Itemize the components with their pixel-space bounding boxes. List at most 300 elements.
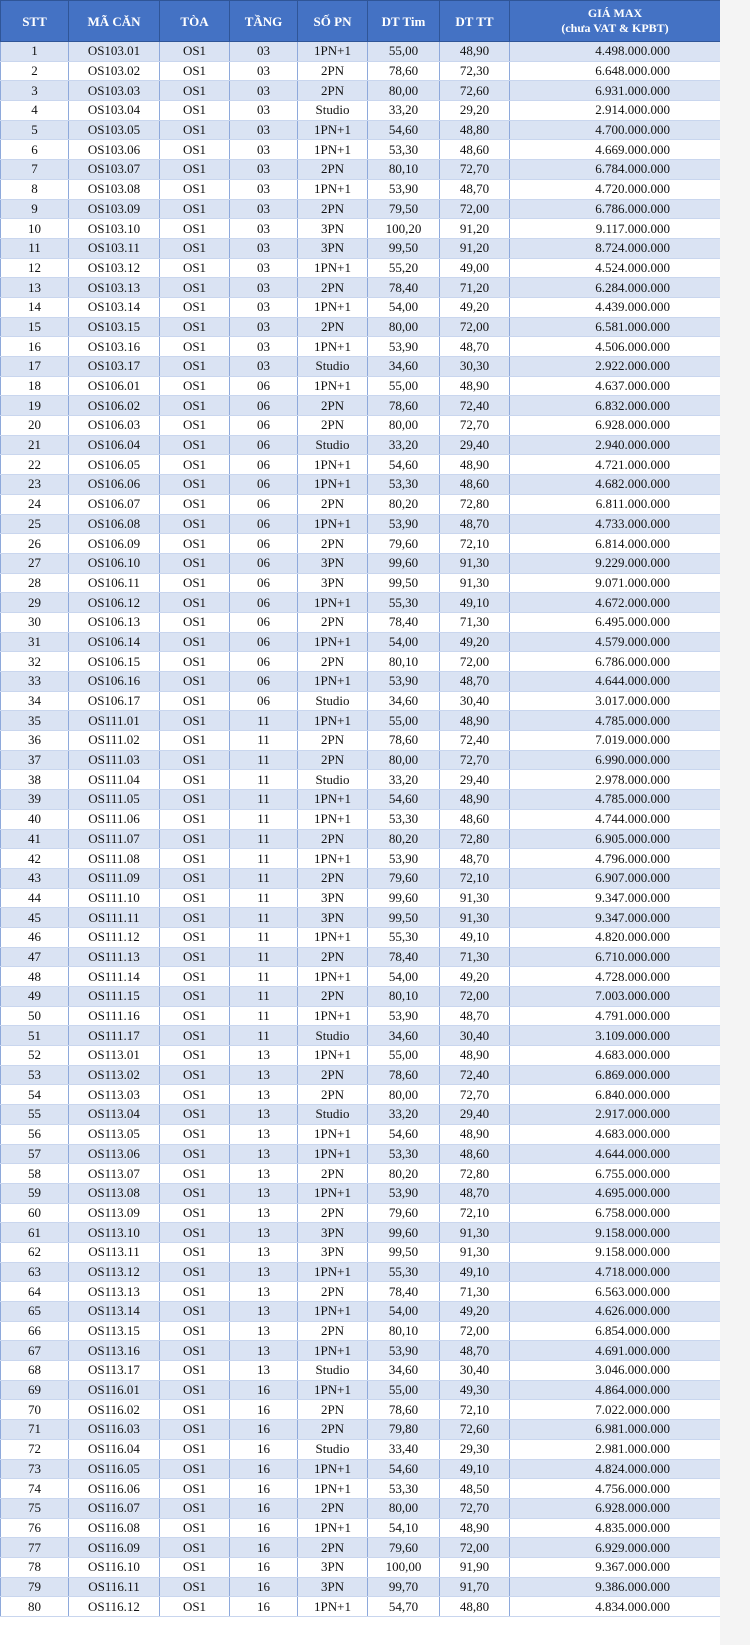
- cell-ma-can: OS113.09: [69, 1203, 160, 1223]
- cell-so-pn: 2PN: [298, 61, 368, 81]
- cell-dt-tt: 49,20: [440, 297, 510, 317]
- cell-so-pn: 3PN: [298, 908, 368, 928]
- cell-toa: OS1: [160, 219, 230, 239]
- cell-toa: OS1: [160, 1400, 230, 1420]
- cell-dt-tim: 34,60: [368, 691, 440, 711]
- cell-dt-tim: 53,90: [368, 179, 440, 199]
- cell-dt-tt: 48,60: [440, 475, 510, 495]
- cell-dt-tim: 53,30: [368, 1144, 440, 1164]
- table-row: [1, 1361, 721, 1381]
- cell-ma-can: OS111.10: [69, 888, 160, 908]
- cell-gia-max: 4.744.000.000: [510, 809, 721, 829]
- cell-ma-can: OS113.05: [69, 1124, 160, 1144]
- table-row: [1, 888, 721, 908]
- cell-so-pn: 2PN: [298, 81, 368, 101]
- cell-stt: 11: [1, 238, 69, 258]
- cell-ma-can: OS116.06: [69, 1479, 160, 1499]
- cell-ma-can: OS116.09: [69, 1538, 160, 1558]
- cell-stt: 1: [1, 42, 69, 62]
- cell-dt-tt: 48,90: [440, 1046, 510, 1066]
- cell-toa: OS1: [160, 632, 230, 652]
- table-row: [1, 731, 721, 751]
- cell-dt-tim: 100,20: [368, 219, 440, 239]
- cell-gia-max: 4.864.000.000: [510, 1380, 721, 1400]
- cell-so-pn: 1PN+1: [298, 711, 368, 731]
- cell-dt-tt: 72,70: [440, 416, 510, 436]
- cell-stt: 63: [1, 1262, 69, 1282]
- cell-dt-tt: 91,30: [440, 1242, 510, 1262]
- cell-dt-tt: 72,00: [440, 652, 510, 672]
- cell-tang: 16: [230, 1380, 298, 1400]
- cell-dt-tim: 78,40: [368, 1282, 440, 1302]
- table-row: [1, 632, 721, 652]
- cell-stt: 31: [1, 632, 69, 652]
- cell-ma-can: OS103.02: [69, 61, 160, 81]
- cell-toa: OS1: [160, 81, 230, 101]
- cell-tang: 06: [230, 553, 298, 573]
- cell-ma-can: OS103.01: [69, 42, 160, 62]
- cell-tang: 06: [230, 534, 298, 554]
- cell-so-pn: 1PN+1: [298, 809, 368, 829]
- cell-tang: 16: [230, 1597, 298, 1617]
- cell-toa: OS1: [160, 573, 230, 593]
- cell-stt: 70: [1, 1400, 69, 1420]
- cell-stt: 12: [1, 258, 69, 278]
- table-row: [1, 455, 721, 475]
- cell-ma-can: OS113.15: [69, 1321, 160, 1341]
- cell-dt-tt: 72,00: [440, 1538, 510, 1558]
- cell-tang: 06: [230, 475, 298, 495]
- cell-stt: 15: [1, 317, 69, 337]
- cell-ma-can: OS106.17: [69, 691, 160, 711]
- cell-so-pn: 1PN+1: [298, 297, 368, 317]
- cell-tang: 03: [230, 337, 298, 357]
- cell-ma-can: OS111.07: [69, 829, 160, 849]
- cell-stt: 27: [1, 553, 69, 573]
- cell-ma-can: OS103.17: [69, 357, 160, 377]
- cell-stt: 60: [1, 1203, 69, 1223]
- cell-ma-can: OS113.10: [69, 1223, 160, 1243]
- cell-dt-tt: 48,70: [440, 849, 510, 869]
- cell-so-pn: 2PN: [298, 534, 368, 554]
- cell-tang: 16: [230, 1459, 298, 1479]
- cell-gia-max: 7.022.000.000: [510, 1400, 721, 1420]
- cell-ma-can: OS106.07: [69, 494, 160, 514]
- cell-dt-tim: 55,00: [368, 1380, 440, 1400]
- table-row: [1, 297, 721, 317]
- cell-toa: OS1: [160, 1026, 230, 1046]
- cell-dt-tt: 91,30: [440, 908, 510, 928]
- table-row: [1, 1006, 721, 1026]
- table-row: [1, 849, 721, 869]
- cell-tang: 13: [230, 1183, 298, 1203]
- cell-stt: 18: [1, 376, 69, 396]
- cell-gia-max: 4.683.000.000: [510, 1124, 721, 1144]
- cell-gia-max: 4.824.000.000: [510, 1459, 721, 1479]
- cell-so-pn: 1PN+1: [298, 1124, 368, 1144]
- cell-tang: 13: [230, 1046, 298, 1066]
- cell-ma-can: OS106.15: [69, 652, 160, 672]
- cell-dt-tim: 53,30: [368, 809, 440, 829]
- cell-dt-tim: 80,00: [368, 1498, 440, 1518]
- table-row: [1, 1282, 721, 1302]
- header-toa: TÒA: [160, 1, 230, 42]
- cell-ma-can: OS103.16: [69, 337, 160, 357]
- cell-dt-tt: 48,70: [440, 1183, 510, 1203]
- cell-tang: 11: [230, 1026, 298, 1046]
- cell-stt: 9: [1, 199, 69, 219]
- cell-ma-can: OS113.16: [69, 1341, 160, 1361]
- cell-toa: OS1: [160, 809, 230, 829]
- cell-tang: 03: [230, 278, 298, 298]
- cell-gia-max: 6.710.000.000: [510, 947, 721, 967]
- cell-toa: OS1: [160, 534, 230, 554]
- cell-so-pn: Studio: [298, 357, 368, 377]
- cell-dt-tt: 48,50: [440, 1479, 510, 1499]
- cell-ma-can: OS113.12: [69, 1262, 160, 1282]
- table-row: [1, 1183, 721, 1203]
- cell-stt: 59: [1, 1183, 69, 1203]
- cell-dt-tim: 54,60: [368, 1459, 440, 1479]
- cell-tang: 13: [230, 1124, 298, 1144]
- cell-stt: 20: [1, 416, 69, 436]
- cell-toa: OS1: [160, 987, 230, 1007]
- cell-gia-max: 6.284.000.000: [510, 278, 721, 298]
- cell-stt: 2: [1, 61, 69, 81]
- cell-stt: 40: [1, 809, 69, 829]
- cell-gia-max: 6.814.000.000: [510, 534, 721, 554]
- cell-tang: 13: [230, 1361, 298, 1381]
- cell-dt-tim: 53,90: [368, 672, 440, 692]
- cell-toa: OS1: [160, 1262, 230, 1282]
- cell-dt-tt: 48,90: [440, 790, 510, 810]
- cell-tang: 13: [230, 1321, 298, 1341]
- cell-dt-tim: 55,00: [368, 711, 440, 731]
- cell-dt-tt: 91,30: [440, 1223, 510, 1243]
- cell-so-pn: 2PN: [298, 1065, 368, 1085]
- page-margin: [720, 0, 750, 1645]
- cell-dt-tt: 49,10: [440, 1459, 510, 1479]
- cell-so-pn: 2PN: [298, 199, 368, 219]
- cell-gia-max: 4.626.000.000: [510, 1302, 721, 1322]
- cell-so-pn: 3PN: [298, 1577, 368, 1597]
- cell-toa: OS1: [160, 1498, 230, 1518]
- cell-dt-tim: 99,70: [368, 1577, 440, 1597]
- cell-dt-tim: 80,10: [368, 652, 440, 672]
- cell-ma-can: OS103.10: [69, 219, 160, 239]
- cell-dt-tim: 54,00: [368, 632, 440, 652]
- cell-tang: 11: [230, 1006, 298, 1026]
- cell-so-pn: 1PN+1: [298, 140, 368, 160]
- table-row: [1, 1321, 721, 1341]
- cell-dt-tt: 29,30: [440, 1439, 510, 1459]
- table-row: [1, 691, 721, 711]
- cell-so-pn: 2PN: [298, 278, 368, 298]
- cell-gia-max: 4.644.000.000: [510, 672, 721, 692]
- cell-stt: 10: [1, 219, 69, 239]
- cell-so-pn: Studio: [298, 691, 368, 711]
- cell-stt: 58: [1, 1164, 69, 1184]
- cell-ma-can: OS116.11: [69, 1577, 160, 1597]
- cell-gia-max: 6.929.000.000: [510, 1538, 721, 1558]
- table-row: [1, 534, 721, 554]
- cell-toa: OS1: [160, 750, 230, 770]
- cell-ma-can: OS111.06: [69, 809, 160, 829]
- cell-stt: 30: [1, 612, 69, 632]
- cell-dt-tt: 72,10: [440, 534, 510, 554]
- cell-dt-tim: 53,90: [368, 514, 440, 534]
- cell-toa: OS1: [160, 199, 230, 219]
- table-row: [1, 42, 721, 62]
- table-row: [1, 1518, 721, 1538]
- cell-stt: 55: [1, 1105, 69, 1125]
- cell-stt: 7: [1, 160, 69, 180]
- cell-toa: OS1: [160, 1518, 230, 1538]
- cell-gia-max: 2.922.000.000: [510, 357, 721, 377]
- cell-stt: 47: [1, 947, 69, 967]
- cell-stt: 36: [1, 731, 69, 751]
- cell-toa: OS1: [160, 160, 230, 180]
- cell-dt-tim: 78,60: [368, 1065, 440, 1085]
- cell-tang: 16: [230, 1538, 298, 1558]
- cell-dt-tt: 48,80: [440, 1597, 510, 1617]
- cell-toa: OS1: [160, 908, 230, 928]
- cell-dt-tt: 91,30: [440, 888, 510, 908]
- cell-ma-can: OS106.02: [69, 396, 160, 416]
- cell-tang: 06: [230, 435, 298, 455]
- cell-stt: 34: [1, 691, 69, 711]
- cell-toa: OS1: [160, 967, 230, 987]
- cell-gia-max: 4.796.000.000: [510, 849, 721, 869]
- cell-stt: 73: [1, 1459, 69, 1479]
- cell-stt: 22: [1, 455, 69, 475]
- table-row: [1, 1420, 721, 1440]
- cell-so-pn: Studio: [298, 1439, 368, 1459]
- cell-dt-tt: 48,70: [440, 1006, 510, 1026]
- cell-ma-can: OS103.04: [69, 101, 160, 121]
- header-dt-tim: DT Tim: [368, 1, 440, 42]
- table-row: [1, 1577, 721, 1597]
- cell-toa: OS1: [160, 258, 230, 278]
- cell-gia-max: 6.786.000.000: [510, 652, 721, 672]
- cell-so-pn: 2PN: [298, 750, 368, 770]
- header-stt: STT: [1, 1, 69, 42]
- cell-dt-tim: 80,00: [368, 750, 440, 770]
- cell-tang: 16: [230, 1557, 298, 1577]
- table-row: [1, 593, 721, 613]
- cell-so-pn: 2PN: [298, 868, 368, 888]
- table-row: [1, 475, 721, 495]
- cell-toa: OS1: [160, 416, 230, 436]
- cell-toa: OS1: [160, 1105, 230, 1125]
- cell-tang: 11: [230, 987, 298, 1007]
- cell-toa: OS1: [160, 790, 230, 810]
- cell-gia-max: 9.347.000.000: [510, 888, 721, 908]
- cell-toa: OS1: [160, 1223, 230, 1243]
- cell-ma-can: OS113.07: [69, 1164, 160, 1184]
- cell-so-pn: 1PN+1: [298, 1459, 368, 1479]
- cell-toa: OS1: [160, 494, 230, 514]
- cell-gia-max: 6.786.000.000: [510, 199, 721, 219]
- cell-dt-tim: 54,00: [368, 967, 440, 987]
- cell-ma-can: OS111.08: [69, 849, 160, 869]
- cell-ma-can: OS106.11: [69, 573, 160, 593]
- cell-tang: 03: [230, 42, 298, 62]
- cell-dt-tt: 48,60: [440, 809, 510, 829]
- cell-dt-tt: 48,80: [440, 120, 510, 140]
- cell-dt-tim: 100,00: [368, 1557, 440, 1577]
- cell-ma-can: OS103.05: [69, 120, 160, 140]
- cell-dt-tim: 99,50: [368, 1242, 440, 1262]
- cell-stt: 5: [1, 120, 69, 140]
- cell-dt-tt: 48,70: [440, 514, 510, 534]
- cell-dt-tt: 72,00: [440, 317, 510, 337]
- cell-tang: 13: [230, 1105, 298, 1125]
- cell-stt: 48: [1, 967, 69, 987]
- table-row: [1, 908, 721, 928]
- header-tang: TẦNG: [230, 1, 298, 42]
- cell-gia-max: 9.158.000.000: [510, 1223, 721, 1243]
- cell-tang: 03: [230, 101, 298, 121]
- cell-ma-can: OS116.02: [69, 1400, 160, 1420]
- cell-dt-tt: 48,70: [440, 672, 510, 692]
- cell-ma-can: OS116.03: [69, 1420, 160, 1440]
- table-row: [1, 1400, 721, 1420]
- cell-gia-max: 4.579.000.000: [510, 632, 721, 652]
- cell-tang: 03: [230, 297, 298, 317]
- cell-dt-tt: 72,30: [440, 61, 510, 81]
- cell-dt-tt: 48,70: [440, 179, 510, 199]
- cell-ma-can: OS106.08: [69, 514, 160, 534]
- cell-so-pn: 2PN: [298, 1085, 368, 1105]
- cell-ma-can: OS113.08: [69, 1183, 160, 1203]
- cell-toa: OS1: [160, 396, 230, 416]
- cell-tang: 06: [230, 632, 298, 652]
- cell-toa: OS1: [160, 1046, 230, 1066]
- cell-gia-max: 7.019.000.000: [510, 731, 721, 751]
- cell-dt-tt: 48,70: [440, 337, 510, 357]
- header-gia-max-note: (chưa VAT & KPBT): [561, 21, 669, 35]
- cell-stt: 61: [1, 1223, 69, 1243]
- cell-dt-tim: 78,60: [368, 731, 440, 751]
- cell-stt: 72: [1, 1439, 69, 1459]
- cell-dt-tt: 72,80: [440, 1164, 510, 1184]
- cell-tang: 16: [230, 1577, 298, 1597]
- cell-so-pn: 1PN+1: [298, 672, 368, 692]
- cell-ma-can: OS103.08: [69, 179, 160, 199]
- cell-toa: OS1: [160, 1321, 230, 1341]
- cell-dt-tim: 99,60: [368, 1223, 440, 1243]
- cell-tang: 13: [230, 1065, 298, 1085]
- cell-ma-can: OS111.14: [69, 967, 160, 987]
- cell-stt: 76: [1, 1518, 69, 1538]
- cell-dt-tim: 79,60: [368, 534, 440, 554]
- cell-gia-max: 6.854.000.000: [510, 1321, 721, 1341]
- cell-dt-tim: 54,70: [368, 1597, 440, 1617]
- cell-dt-tt: 71,30: [440, 947, 510, 967]
- table-row: [1, 1026, 721, 1046]
- cell-toa: OS1: [160, 1203, 230, 1223]
- cell-so-pn: 1PN+1: [298, 475, 368, 495]
- cell-dt-tt: 49,30: [440, 1380, 510, 1400]
- cell-gia-max: 4.820.000.000: [510, 927, 721, 947]
- cell-so-pn: 3PN: [298, 1242, 368, 1262]
- cell-toa: OS1: [160, 475, 230, 495]
- cell-so-pn: 2PN: [298, 947, 368, 967]
- cell-stt: 42: [1, 849, 69, 869]
- cell-toa: OS1: [160, 1242, 230, 1262]
- table-row: [1, 1046, 721, 1066]
- cell-dt-tt: 72,70: [440, 750, 510, 770]
- cell-toa: OS1: [160, 317, 230, 337]
- table-row: [1, 199, 721, 219]
- cell-gia-max: 4.498.000.000: [510, 42, 721, 62]
- cell-gia-max: 3.017.000.000: [510, 691, 721, 711]
- cell-gia-max: 4.439.000.000: [510, 297, 721, 317]
- table-row: [1, 61, 721, 81]
- cell-stt: 69: [1, 1380, 69, 1400]
- cell-stt: 77: [1, 1538, 69, 1558]
- cell-dt-tim: 80,20: [368, 494, 440, 514]
- cell-dt-tim: 53,90: [368, 1183, 440, 1203]
- cell-dt-tt: 30,40: [440, 691, 510, 711]
- cell-gia-max: 6.755.000.000: [510, 1164, 721, 1184]
- cell-stt: 23: [1, 475, 69, 495]
- cell-dt-tt: 30,30: [440, 357, 510, 377]
- cell-tang: 06: [230, 573, 298, 593]
- cell-stt: 33: [1, 672, 69, 692]
- cell-ma-can: OS113.03: [69, 1085, 160, 1105]
- cell-dt-tim: 34,60: [368, 357, 440, 377]
- cell-stt: 49: [1, 987, 69, 1007]
- cell-tang: 16: [230, 1518, 298, 1538]
- cell-toa: OS1: [160, 612, 230, 632]
- table-row: [1, 1262, 721, 1282]
- cell-tang: 03: [230, 199, 298, 219]
- cell-dt-tt: 71,20: [440, 278, 510, 298]
- cell-gia-max: 6.758.000.000: [510, 1203, 721, 1223]
- cell-ma-can: OS106.14: [69, 632, 160, 652]
- table-row: [1, 1459, 721, 1479]
- cell-dt-tt: 72,60: [440, 81, 510, 101]
- cell-gia-max: 4.721.000.000: [510, 455, 721, 475]
- cell-stt: 8: [1, 179, 69, 199]
- table-row: [1, 1302, 721, 1322]
- cell-dt-tim: 99,50: [368, 573, 440, 593]
- table-row: [1, 140, 721, 160]
- cell-dt-tim: 33,20: [368, 1105, 440, 1125]
- cell-tang: 13: [230, 1223, 298, 1243]
- cell-dt-tt: 72,10: [440, 1203, 510, 1223]
- cell-ma-can: OS113.02: [69, 1065, 160, 1085]
- cell-tang: 06: [230, 416, 298, 436]
- cell-ma-can: OS106.10: [69, 553, 160, 573]
- cell-ma-can: OS103.13: [69, 278, 160, 298]
- cell-dt-tt: 48,90: [440, 711, 510, 731]
- cell-dt-tim: 80,10: [368, 160, 440, 180]
- cell-gia-max: 9.386.000.000: [510, 1577, 721, 1597]
- cell-tang: 03: [230, 179, 298, 199]
- cell-toa: OS1: [160, 1557, 230, 1577]
- cell-gia-max: 8.724.000.000: [510, 238, 721, 258]
- cell-stt: 78: [1, 1557, 69, 1577]
- cell-ma-can: OS103.15: [69, 317, 160, 337]
- cell-ma-can: OS116.05: [69, 1459, 160, 1479]
- cell-ma-can: OS111.01: [69, 711, 160, 731]
- table-row: [1, 160, 721, 180]
- cell-gia-max: 4.506.000.000: [510, 337, 721, 357]
- cell-dt-tt: 30,40: [440, 1361, 510, 1381]
